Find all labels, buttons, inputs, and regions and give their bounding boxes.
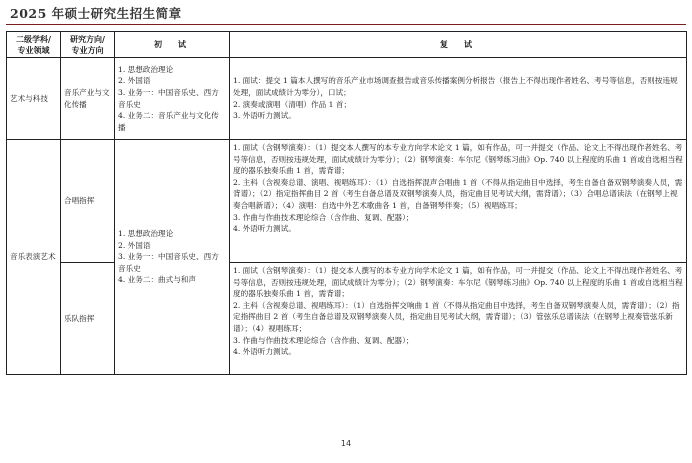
table-row <box>7 140 687 263</box>
retest-item: 3. 外语听力测试。 <box>233 111 296 121</box>
cell-initial-exam-subjects <box>115 58 230 140</box>
column-header-direction-line1: 研究方向/ <box>70 33 105 44</box>
retest-item: 3. 作曲与作曲技术理论综合（含作曲、复调、配器）； <box>233 335 414 345</box>
exam-item: 1. 思想政治理论 <box>118 229 174 239</box>
cell-initial-exam-subjects <box>115 140 230 375</box>
cell-retest-requirements <box>230 263 687 375</box>
retest-item: 2. 主科（含视奏总谱、演唱、视唱练耳）：（1）自选指挥混声合唱曲 1 首（不得从指定曲目中选择，考生自备自备双钢琴演奏人员，需背谱）；（2）指定指挥曲目 2 首（考生自备总谱及双钢琴演奏人员，指定曲目见考试大纲，需背谱）；（3）合唱总谱读法（在钢琴上视奏合唱新谱）；（4）演唱：自选中外艺术歌曲各 1 首，自备钢琴伴奏；（5）视唱练耳； <box>233 177 683 210</box>
retest-item: 3. 作曲与作曲技术理论综合（含作曲、复调、配器）； <box>233 212 414 222</box>
exam-item: 4. 业务二：音乐产业与文化传播 <box>118 111 219 132</box>
column-header-initial-exam: 初 试 <box>115 32 230 58</box>
retest-item: 1. 面试（含钢琴演奏）：（1）提交本人撰写的本专业方向学术论文 1 篇，如有作品，可一并提交（作品、论文上不得出现作者姓名、考号等信息，否则按违规处理，面试成绩计为零分）；（2）钢琴演奏：车尔尼《钢琴练习曲》Op. 740 以上程度的乐曲 1 首或自选相当程度的器乐独奏乐曲 1 首，需背谱； <box>233 143 683 176</box>
table-header-row <box>7 32 687 58</box>
cell-discipline-music-performance: 音乐表演艺术 <box>7 140 61 375</box>
header-divider <box>6 24 686 25</box>
page-number: 14 <box>340 439 352 448</box>
cell-direction-music-industry: 音乐产业与文化传播 <box>61 58 115 140</box>
exam-item: 3. 业务一：中国音乐史、西方音乐史 <box>118 87 219 109</box>
column-header-discipline-line1: 二级学科/ <box>16 33 51 44</box>
table-row <box>7 58 687 140</box>
exam-item: 1. 思想政治理论 <box>118 64 174 74</box>
cell-direction-choral-conducting: 合唱指挥 <box>61 140 115 263</box>
retest-item: 1. 面试（含钢琴演奏）：（1）提交本人撰写的本专业方向学术论文 1 篇，如有作品，可一并提交（作品、论文上不得出现作者姓名、考号等信息，否则按违规处理，面试成绩计为零分）；（2）钢琴演奏：车尔尼《钢琴练习曲》Op. 740 以上程度的乐曲 1 首或自选相当程度的器乐独奏乐曲 1 首，需背谱； <box>233 266 683 299</box>
cell-retest-requirements <box>230 58 687 140</box>
cell-direction-orchestral-conducting: 乐队指挥 <box>61 263 115 375</box>
retest-item: 4. 外语听力测试。 <box>233 347 296 357</box>
retest-item: 2. 演奏或演唱（清唱）作品 1 首； <box>233 99 352 109</box>
column-header-direction-line2: 专业方向 <box>71 44 104 55</box>
retest-item: 2. 主科（含视奏总谱、视唱练耳）：（1）自选指挥交响曲 1 首（不得从指定曲目中选择，考生自备双钢琴演奏人员，需背谱）；（2）指定指挥曲目 2 首（考生自备总谱及双钢琴演奏人员，指定曲目见考试大纲，需背谱）；（3）管弦乐总谱读法（在钢琴上视奏管弦乐新谱）；（4）视唱练耳； <box>233 300 680 333</box>
cell-retest-requirements <box>230 140 687 263</box>
exam-item: 3. 业务一：中国音乐史、西方音乐史 <box>118 252 219 273</box>
cell-discipline-art-tech: 艺术与科技 <box>7 58 61 140</box>
column-header-direction <box>61 32 115 58</box>
exam-item: 4. 业务二：曲式与和声 <box>118 275 197 285</box>
exam-item: 2. 外国语 <box>118 240 151 250</box>
retest-item: 4. 外语听力测试。 <box>233 224 296 234</box>
document-header-title: 2025 年硕士研究生招生简章 <box>10 6 182 21</box>
column-header-discipline <box>7 32 61 58</box>
admission-exam-table <box>6 31 687 375</box>
column-header-retest: 复 试 <box>230 32 687 58</box>
retest-item: 1. 面试：提交 1 篇本人撰写的音乐产业市场调查报告或音乐传播案例分析报告（报告上不得出现作者姓名、考号等信息，否则按违规处理，面试成绩计为零分），口试； <box>233 76 678 97</box>
column-header-discipline-line2: 专业领域 <box>17 44 50 55</box>
exam-item: 2. 外国语 <box>118 76 151 86</box>
table-row <box>7 263 687 375</box>
